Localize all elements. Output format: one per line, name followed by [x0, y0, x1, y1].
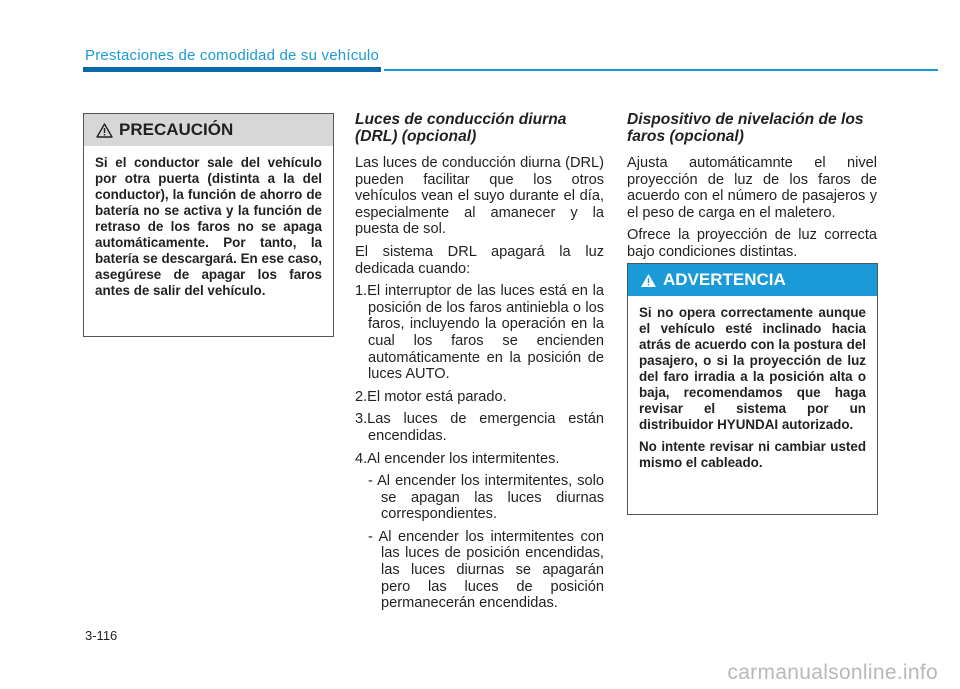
- sub-list-item: - Al encender los intermitentes con las luces de posición encendidas, las luces diurnas se apagarán pero las luces de posición permanecerán encendidas.: [368, 528, 604, 612]
- list-item: 1.El interruptor de las luces está en la posición de los faros antiniebla o los faros, incluyendo la operación en la cual los faros se encienden automáticamente en la posición de luces AUTO.: [355, 283, 604, 383]
- leveling-paragraph-2: Ofrece la proyección de luz correcta bajo condiciones distintas.: [627, 227, 877, 260]
- page-number: 3-116: [85, 628, 118, 643]
- header-rule-dark: [83, 67, 381, 72]
- caution-body: [84, 146, 333, 309]
- watermark: carmanualsonline.info: [727, 661, 938, 684]
- caution-title: PRECAUCIÓN: [119, 120, 234, 139]
- leveling-heading: Dispositivo de nivelación de los faros (opcional): [627, 111, 864, 145]
- list-item: 2.El motor está parado.: [355, 388, 507, 405]
- caution-header: [84, 114, 333, 146]
- drl-heading: Luces de conducción diurna (DRL) (opcional): [355, 111, 567, 145]
- warning-title: ADVERTENCIA: [663, 270, 786, 289]
- warning-triangle-icon: [640, 273, 657, 288]
- leveling-section: [627, 111, 877, 267]
- header-rule-light: [384, 69, 938, 71]
- drl-lead: El sistema DRL apagará la luz dedicada cuando:: [355, 243, 604, 277]
- sub-list-item: - Al encender los intermitentes, solo se apagan las luces diurnas correspondientes.: [368, 473, 604, 523]
- list-item: 4.Al encender los intermitentes.: [355, 450, 560, 467]
- warning-triangle-icon: [96, 123, 113, 138]
- warning-paragraph-2: No intente revisar ni cambiar usted mismo el cableado.: [639, 439, 866, 470]
- warning-header: [628, 264, 877, 296]
- drl-section: [355, 111, 604, 618]
- drl-intro: Las luces de conducción diurna (DRL) pueden facilitar que los otros vehículos vean el suyo durante el día, especialmente al amanecer y la puesta de sol.: [355, 155, 604, 238]
- list-item: 3.Las luces de emergencia están encendidas.: [355, 411, 604, 444]
- warning-box: [627, 263, 878, 515]
- leveling-paragraph-1: Ajusta automáticamnte el nivel proyección de luz de los faros de acuerdo con el número de pasajeros y el peso de carga en el maletero.: [627, 155, 877, 221]
- warning-body: [628, 296, 877, 481]
- caution-text: Si el conductor sale del vehículo por otra puerta (distinta a la del conductor), la función de ahorro de batería no se activa y la función de retraso de los faros no se apaga automáticamente. Por tanto, la batería se descargará. En ese caso, asegúrese de apagar los faros antes de salir del vehículo.: [95, 155, 322, 298]
- warning-paragraph-1: Si no opera correctamente aunque el vehículo esté inclinado hacia atrás de acuerdo con la postura del pasajero, o si la proyección de luz del faro irradia a la posición alta o baja, recomendamos que haga revisar el sistema por un distribuidor HYUNDAI autorizado.: [639, 305, 866, 432]
- section-title: Prestaciones de comodidad de su vehículo: [85, 47, 380, 64]
- caution-box: [83, 113, 334, 337]
